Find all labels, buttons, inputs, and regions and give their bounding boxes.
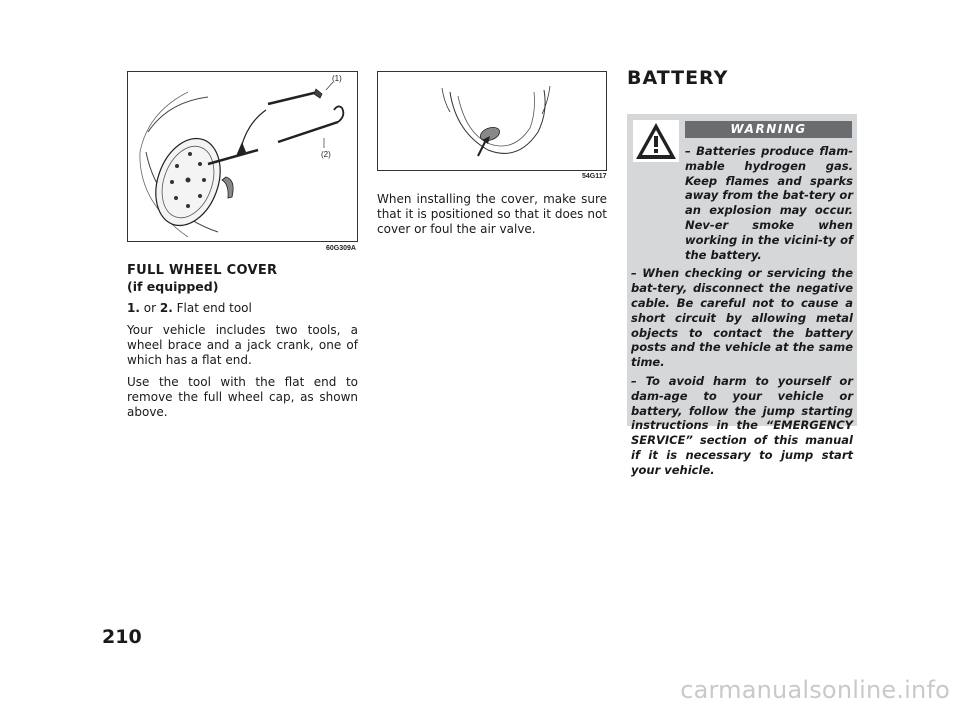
middle-column bbox=[377, 192, 607, 244]
item-text: Flat end tool bbox=[176, 301, 252, 315]
tool-item bbox=[127, 301, 358, 316]
figure-code: 60G309A bbox=[326, 245, 356, 252]
figure-wheel-cover-tools bbox=[127, 71, 358, 252]
warning-paragraph: – When checking or servicing the bat-tery, disconnect the negative cable. Be careful not to cause a short circuit by allowing metal objects to contact the battery posts and the vehicle at the same time. bbox=[631, 266, 853, 370]
figure-air-valve bbox=[377, 71, 607, 180]
battery-title: BATTERY bbox=[627, 67, 729, 89]
callout-2-label: (2) bbox=[321, 150, 331, 159]
item-number-2: 2. bbox=[159, 301, 173, 315]
warning-paragraph: – To avoid harm to yourself or dam-age to your vehicle or battery, follow the jump starting instructions in the “EMERGENCY SERVICE” section of this manual if it is necessary to jump start your vehicle. bbox=[631, 373, 853, 477]
figure-code: 54G117 bbox=[582, 173, 607, 180]
callout-1-label: (1) bbox=[332, 74, 342, 83]
item-or: or bbox=[143, 301, 157, 315]
page-number: 210 bbox=[102, 626, 142, 648]
section-heading: FULL WHEEL COVER bbox=[127, 263, 278, 278]
left-column bbox=[127, 263, 358, 427]
watermark: carmanualsonline.info bbox=[680, 676, 950, 704]
paragraph: When installing the cover, make sure that it is positioned so that it does not cover or foul the air valve. bbox=[377, 192, 607, 236]
section-subheading: (if equipped) bbox=[127, 279, 219, 294]
warning-text bbox=[631, 144, 853, 482]
warning-label: WARNING bbox=[685, 121, 852, 138]
paragraph: Use the tool with the flat end to remove the full wheel cap, as shown above. bbox=[127, 375, 358, 419]
item-number-1: 1. bbox=[127, 301, 140, 315]
paragraph: Your vehicle includes two tools, a wheel brace and a jack crank, one of which has a flat end. bbox=[127, 323, 358, 367]
air-valve-illustration bbox=[378, 72, 606, 170]
warning-paragraph: – Batteries produce flam-mable hydrogen gas. Keep flames and sparks away from the bat-tery or an explosion may occur. Nev-er smoke when working in the vicini-ty of the battery. bbox=[685, 144, 853, 262]
warning-box bbox=[627, 114, 857, 477]
